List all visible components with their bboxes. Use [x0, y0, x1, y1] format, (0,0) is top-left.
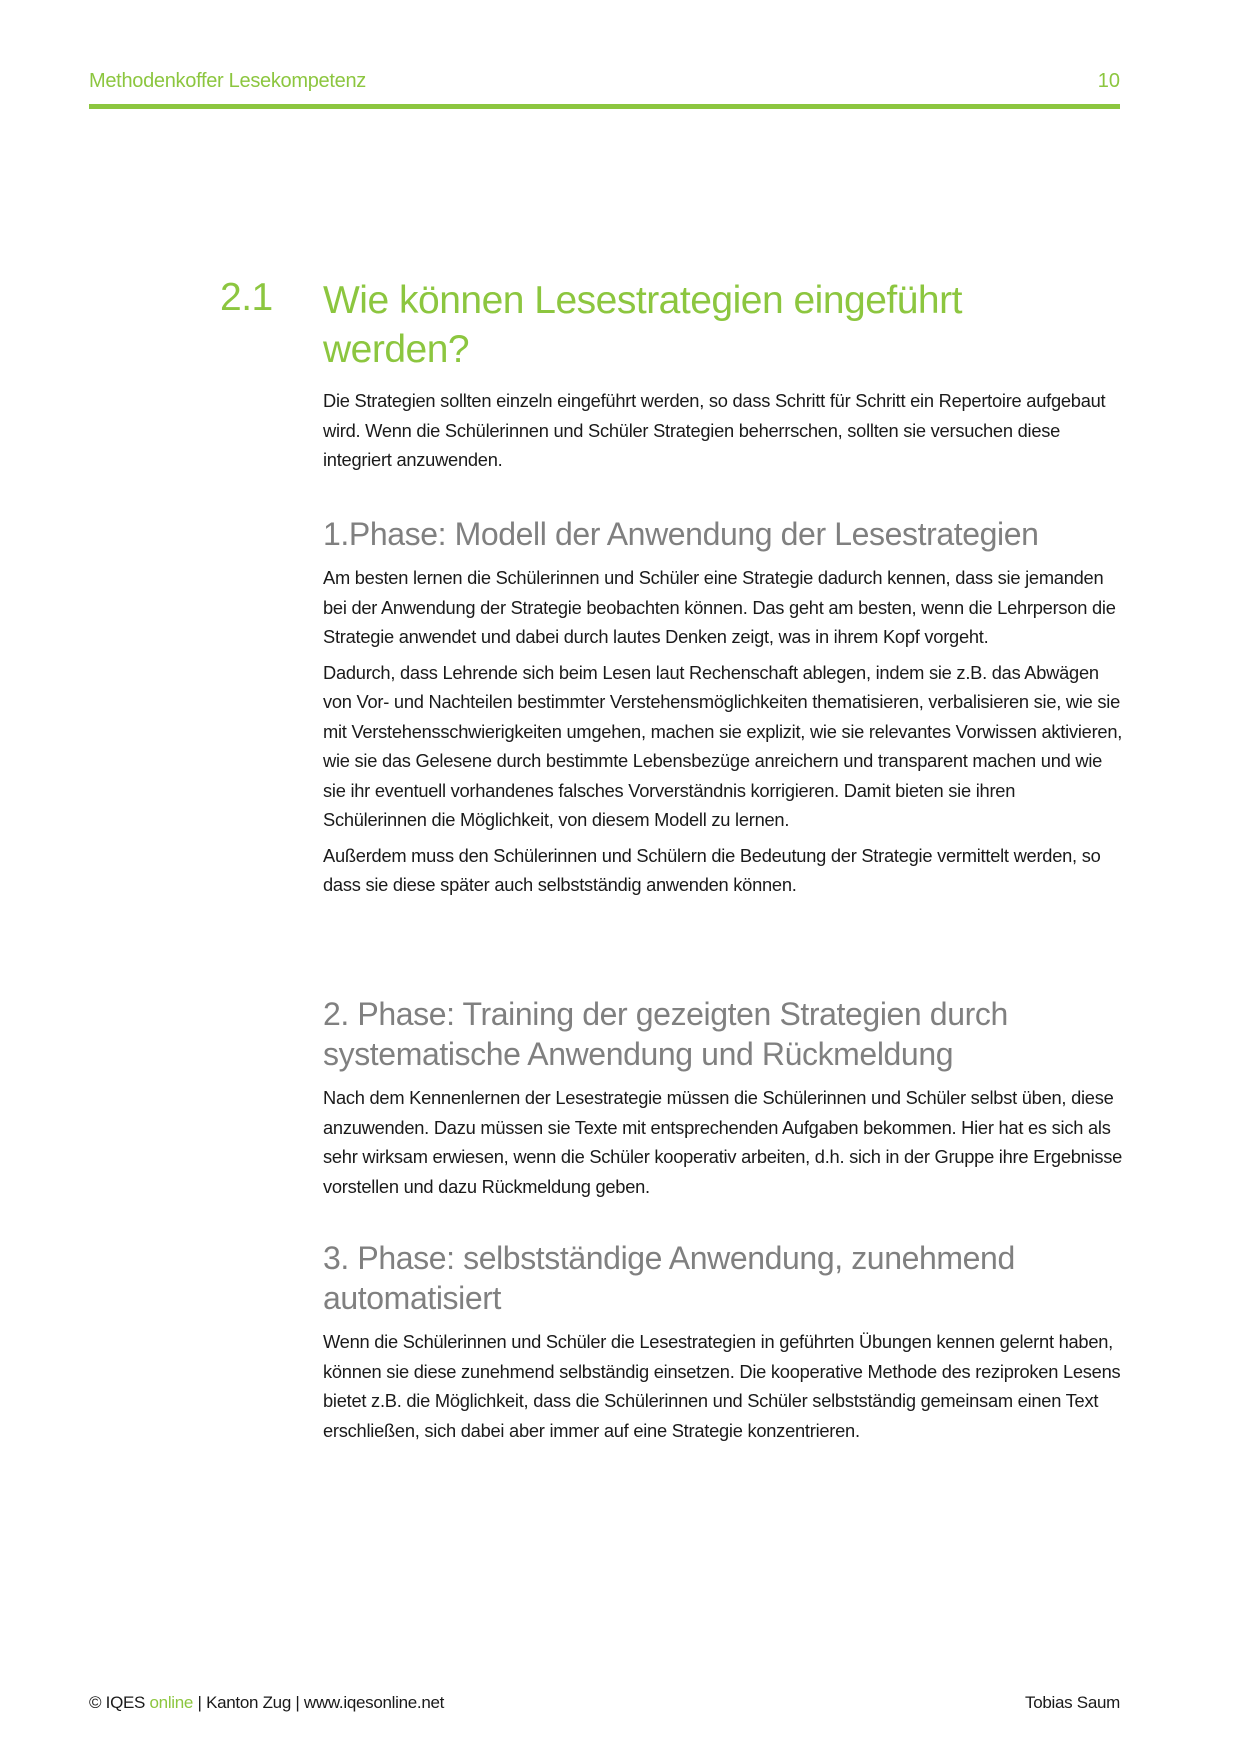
phase-1-paragraph-1: Am besten lernen die Schülerinnen und Schüler eine Strategie dadurch kennen, dass sie jemanden bei der Anwendung der Strategie beobachten können. Das geht am besten, wenn die Lehrperson die Strategie anwendet und dabei durch lautes Denken zeigt, was in ihrem Kopf vorgeht.	[323, 567, 1116, 647]
phase-3	[323, 1238, 1123, 1445]
intro-block	[323, 386, 1123, 475]
intro-paragraph: Die Strategien sollten einzeln eingeführt werden, so dass Schritt für Schritt ein Repertoire aufgebaut wird. Wenn die Schülerinnen und Schüler Strategien beherrschen, sollten sie versuchen diese integriert anzuwenden.	[323, 390, 1106, 470]
phase-2-paragraph-1: Nach dem Kennenlernen der Lesestrategie müssen die Schülerinnen und Schüler selbst üben, diese anzuwenden. Dazu müssen sie Texte mit entsprechenden Aufgaben bekommen. Hier hat es sich als sehr wirksam erwiesen, wenn die Schüler kooperativ arbeiten, d.h. sich in der Gruppe ihre Ergebnisse vorstellen und dazu Rückmeldung geben.	[323, 1087, 1123, 1197]
header-divider	[89, 104, 1120, 109]
phase-1-paragraph-2: Dadurch, dass Lehrende sich beim Lesen laut Rechenschaft ablegen, indem sie z.B. das Abwägen von Vor- und Nachteilen bestimmter Verstehensmöglichkeiten thematisieren, verbalisieren sie, wie sie mit Verstehensschwierigkeiten umgehen, machen sie explizit, wie sie relevantes Vorwissen aktivieren, wie sie das Gelesene durch bestimmte Lebensbezüge anreichern und transparent machen und wie sie ihr eventuell vorhandenes falsches Vorverständnis korrigieren. Damit bieten sie ihren Schülerinnen die Möglichkeit, von diesem Modell zu lernen.	[323, 661, 1123, 830]
document-title: Methodenkoffer Lesekompetenz	[89, 70, 366, 92]
footer-copyright: © IQES	[89, 1693, 146, 1712]
footer-author: Tobias Saum	[1025, 1693, 1120, 1712]
phase-2-heading: 2. Phase: Training der gezeigten Strategien durch systematische Anwendung und Rückmeldung	[323, 996, 1008, 1072]
footer-links: | Kanton Zug | www.iqesonline.net	[197, 1693, 445, 1712]
phase-1-heading: 1.Phase: Modell der Anwendung der Lesestrategien	[323, 516, 1039, 552]
footer-credits	[89, 1693, 444, 1713]
phase-3-paragraph-1: Wenn die Schülerinnen und Schüler die Lesestrategien in geführten Übungen kennen gelernt haben, können sie diese zunehmend selbständig einsetzen. Die kooperative Methode des reziproken Lesens bietet z.B. die Möglichkeit, dass die Schülerinnen und Schüler selbstständig gemeinsam einen Text erschließen, sich dabei aber immer auf eine Strategie konzentrieren.	[323, 1331, 1121, 1441]
section-title: Wie können Lesestrategien eingeführt werden?	[323, 279, 962, 371]
phase-1-paragraph-3: Außerdem muss den Schülerinnen und Schülern die Bedeutung der Strategie vermittelt werden, so dass sie diese später auch selbstständig anwenden können.	[323, 844, 1101, 895]
page-number: 10	[1097, 70, 1120, 92]
footer-brand-accent: online	[149, 1693, 194, 1712]
section-number: 2.1	[220, 276, 273, 319]
phase-3-heading: 3. Phase: selbstständige Anwendung, zunehmend automatisiert	[323, 1240, 1015, 1316]
phase-1	[323, 514, 1123, 900]
phase-2	[323, 994, 1123, 1201]
